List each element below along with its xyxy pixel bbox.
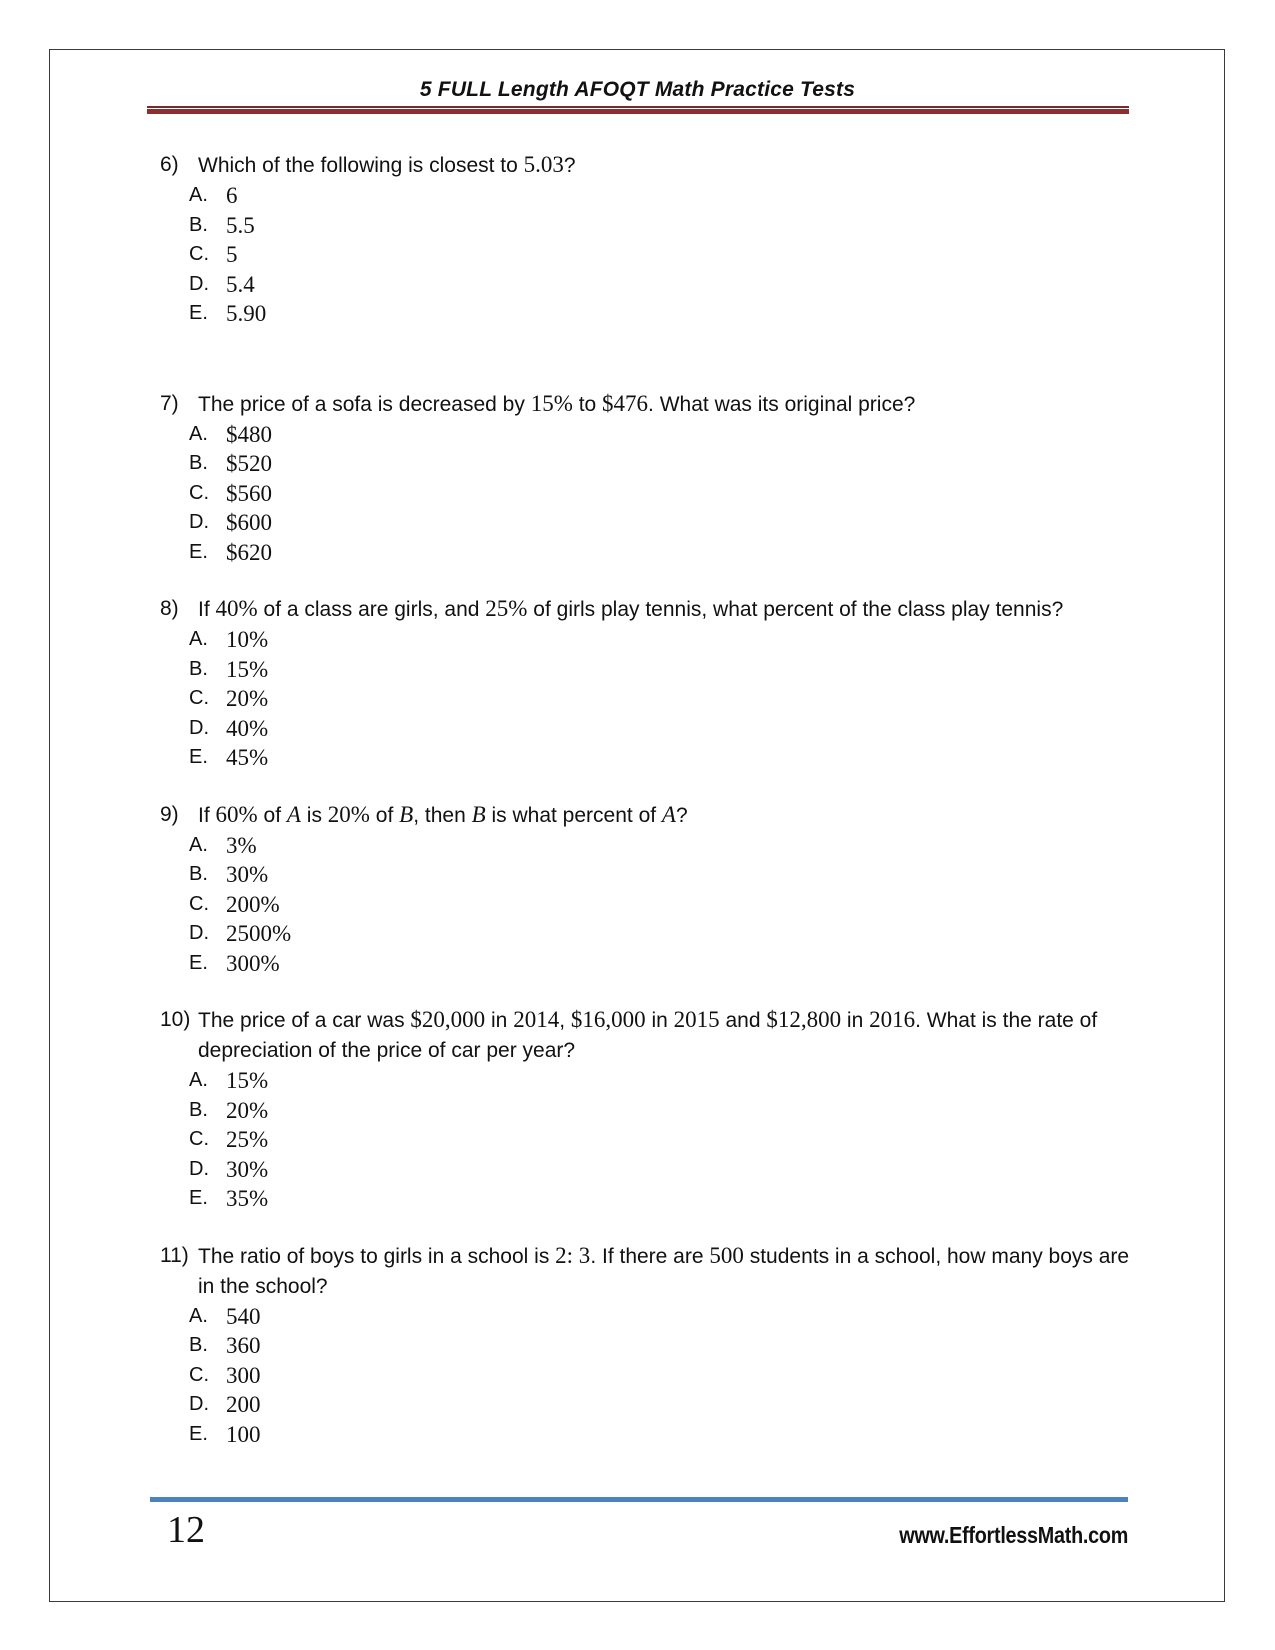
question-text-run: ,	[559, 1009, 571, 1032]
math-expression: 2: 3	[555, 1242, 591, 1268]
answer-option	[189, 299, 1140, 329]
answer-options	[160, 1302, 1140, 1450]
option-letter: B.	[189, 213, 208, 236]
question-8	[160, 594, 1140, 773]
answer-option	[189, 479, 1140, 509]
question-number: 10)	[160, 1008, 191, 1031]
option-letter: E.	[189, 746, 208, 768]
question-text-run: in	[645, 1009, 674, 1032]
question-text-run: of a class are girls, and	[257, 598, 486, 621]
question-text-run: Which of the following is closest to	[198, 154, 524, 177]
question-number: 9)	[160, 802, 179, 826]
math-expression: $16,000	[570, 1007, 646, 1032]
question-text-run: , then	[413, 803, 472, 827]
question-6	[160, 150, 1140, 329]
option-letter: A.	[189, 184, 208, 206]
question-text	[198, 389, 1140, 420]
answer-option	[189, 1155, 1140, 1185]
answer-option	[189, 625, 1140, 655]
question-text	[198, 594, 1140, 625]
answer-option	[189, 1184, 1140, 1214]
answer-option	[189, 420, 1140, 450]
question-10	[160, 1005, 1140, 1214]
option-value: 5.5	[226, 212, 255, 238]
option-letter: A.	[189, 422, 208, 445]
option-value: 30%	[226, 1156, 269, 1182]
option-value: 20%	[226, 1097, 269, 1123]
option-letter: E.	[189, 1187, 208, 1209]
answer-option	[189, 860, 1140, 890]
option-letter: D.	[189, 1157, 209, 1180]
question-text	[198, 1241, 1140, 1302]
answer-option	[189, 1302, 1140, 1332]
header-title: 5 FULL Length AFOQT Math Practice Tests	[419, 78, 856, 101]
question-9	[160, 800, 1140, 979]
question-text-run: . What is the rate of depreciation of the price of car per year?	[198, 1009, 1098, 1062]
question-text-run: The ratio of boys to girls in a school is	[198, 1244, 556, 1268]
option-letter: A.	[189, 1304, 208, 1327]
option-letter: C.	[189, 1363, 209, 1386]
option-value: 20%	[226, 686, 269, 711]
option-value: 540	[226, 1303, 261, 1329]
answer-option	[189, 684, 1140, 714]
question-stem	[160, 1005, 1140, 1066]
answer-option	[189, 508, 1140, 538]
answer-option	[189, 211, 1140, 241]
question-text-run: of girls play tennis, what percent of the class play tennis?	[527, 598, 1064, 621]
question-number: 8)	[160, 597, 179, 620]
answer-option	[189, 831, 1140, 861]
answer-options	[160, 1066, 1140, 1214]
option-value: 6	[226, 183, 238, 208]
option-value: 10%	[226, 627, 269, 652]
option-letter: D.	[189, 922, 209, 944]
answer-option	[189, 538, 1140, 568]
question-number: 6)	[160, 153, 179, 176]
option-letter: E.	[189, 302, 208, 324]
answer-options	[160, 831, 1140, 979]
question-stem	[160, 800, 1140, 831]
math-expression: 5.03	[523, 152, 564, 177]
option-value: 300	[226, 1362, 261, 1388]
question-text-run: . If there are	[590, 1244, 710, 1268]
question-text-run: in	[841, 1009, 870, 1032]
question-text-run: in	[485, 1009, 514, 1032]
answer-option	[189, 270, 1140, 300]
math-variable: A	[286, 801, 301, 827]
question-stem	[160, 389, 1140, 420]
question-text-run: ?	[675, 803, 688, 827]
math-expression: $476	[602, 390, 649, 416]
option-value: $560	[226, 480, 272, 506]
question-text	[198, 1005, 1140, 1066]
option-value: 200%	[226, 891, 280, 917]
answer-options	[160, 625, 1140, 773]
answer-option	[189, 449, 1140, 479]
option-letter: D.	[189, 1393, 209, 1415]
question-text-run: of	[257, 803, 287, 827]
question-text-run: is	[300, 803, 328, 827]
option-letter: B.	[189, 1098, 208, 1121]
question-text-run: ?	[563, 154, 576, 177]
answer-option	[189, 1066, 1140, 1096]
question-stem	[160, 594, 1140, 625]
answer-option	[189, 1096, 1140, 1126]
math-variable: B	[399, 801, 414, 827]
footer-divider	[150, 1497, 1128, 1502]
question-text-run: If	[198, 803, 216, 827]
option-value: 35%	[226, 1186, 269, 1211]
option-value: 5.4	[226, 271, 255, 297]
answer-option	[189, 949, 1140, 979]
math-expression: 15%	[530, 390, 573, 416]
option-value: $520	[226, 451, 272, 476]
option-letter: D.	[189, 716, 209, 739]
option-letter: C.	[189, 687, 209, 709]
answer-option	[189, 919, 1140, 949]
math-expression: 2015	[673, 1007, 720, 1032]
answer-option	[189, 714, 1140, 744]
question-text-run: is what percent of	[485, 803, 662, 827]
question-7	[160, 389, 1140, 568]
question-text-run: students in a school, how many boys are in the school?	[198, 1244, 1130, 1298]
math-expression: 40%	[215, 596, 258, 621]
option-letter: D.	[189, 511, 209, 533]
answer-option	[189, 240, 1140, 270]
option-value: $480	[226, 421, 272, 447]
math-expression: $20,000	[410, 1007, 486, 1032]
math-variable: A	[661, 801, 676, 827]
question-stem	[160, 150, 1140, 181]
math-expression: 60%	[215, 801, 258, 827]
option-value: 2500%	[226, 921, 292, 946]
math-expression: 2016	[869, 1007, 916, 1032]
header-divider-thin	[147, 106, 1129, 108]
answer-option	[189, 1361, 1140, 1391]
option-letter: B.	[189, 863, 208, 885]
option-value: $620	[226, 539, 272, 565]
question-text-run: The price of a car was	[198, 1009, 411, 1032]
question-number: 7)	[160, 391, 179, 415]
answer-options	[160, 181, 1140, 329]
option-letter: C.	[189, 1128, 209, 1150]
option-letter: C.	[189, 892, 209, 915]
option-value: 45%	[226, 745, 269, 770]
option-value: 200	[226, 1392, 261, 1417]
math-expression: 2014	[513, 1007, 560, 1032]
option-letter: B.	[189, 657, 208, 680]
option-letter: A.	[189, 628, 208, 650]
question-list	[160, 150, 1140, 1449]
option-value: 30%	[226, 862, 269, 887]
option-value: 15%	[226, 656, 269, 682]
option-letter: E.	[189, 1422, 208, 1445]
question-stem	[160, 1241, 1140, 1302]
math-variable: B	[471, 801, 486, 827]
answer-option	[189, 743, 1140, 773]
answer-option	[189, 1331, 1140, 1361]
answer-option	[189, 1125, 1140, 1155]
option-letter: C.	[189, 243, 209, 265]
question-text-run: . What was its original price?	[648, 392, 916, 416]
option-value: 40%	[226, 715, 269, 741]
option-letter: A.	[189, 1069, 208, 1091]
option-value: 5.90	[226, 301, 267, 326]
question-text	[198, 800, 1140, 831]
question-text-run: of	[369, 803, 400, 827]
answer-option	[189, 655, 1140, 685]
option-value: 360	[226, 1333, 261, 1358]
option-letter: A.	[189, 833, 208, 856]
answer-option	[189, 1390, 1140, 1420]
question-text	[198, 150, 1140, 181]
option-letter: E.	[189, 951, 208, 974]
option-value: 15%	[226, 1068, 269, 1093]
option-letter: D.	[189, 272, 209, 295]
option-value: 5	[226, 242, 238, 267]
option-letter: C.	[189, 481, 209, 504]
answer-option	[189, 181, 1140, 211]
page-number: 12	[167, 1509, 205, 1551]
option-value: 3%	[226, 832, 257, 858]
option-letter: E.	[189, 540, 208, 563]
math-expression: 20%	[327, 801, 370, 827]
option-letter: B.	[189, 1334, 208, 1356]
question-text-run: and	[719, 1009, 767, 1032]
math-expression: $12,800	[766, 1007, 842, 1032]
option-letter: B.	[189, 452, 208, 474]
math-expression: 500	[709, 1242, 744, 1268]
option-value: 25%	[226, 1127, 269, 1152]
math-expression: 25%	[485, 596, 528, 621]
header-divider	[147, 106, 1129, 115]
question-text-run: The price of a sofa is decreased by	[198, 392, 531, 416]
option-value: 300%	[226, 950, 280, 976]
answer-options	[160, 420, 1140, 568]
question-text-run: to	[572, 392, 603, 416]
question-11	[160, 1241, 1140, 1450]
question-text-run: If	[198, 598, 216, 621]
question-number: 11)	[160, 1243, 189, 1267]
header-divider-thick	[147, 109, 1129, 114]
website-link[interactable]: www.EffortlessMath.com	[899, 1522, 1128, 1548]
answer-option	[189, 890, 1140, 920]
option-value: 100	[226, 1421, 261, 1447]
answer-option	[189, 1420, 1140, 1450]
option-value: $600	[226, 510, 272, 535]
